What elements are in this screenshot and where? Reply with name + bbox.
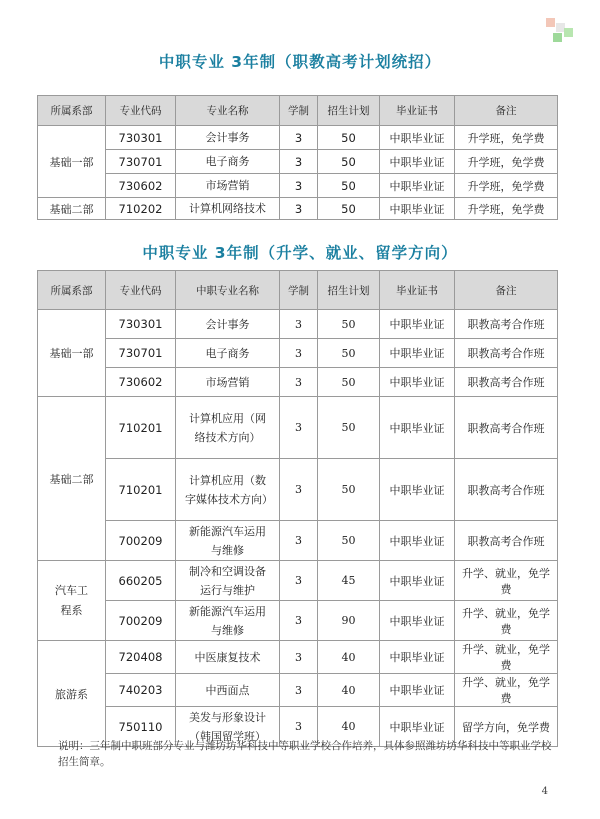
- plan-cell: 50: [318, 310, 380, 339]
- years-cell: 3: [280, 126, 318, 150]
- code-cell: 730602: [106, 174, 176, 198]
- name-cell: 中医康复技术: [176, 641, 280, 674]
- plan-cell: 50: [318, 521, 380, 561]
- plan-cell: 45: [318, 561, 380, 601]
- years-cell: 3: [280, 368, 318, 397]
- table-row: [38, 459, 558, 521]
- code-cell: 700209: [106, 521, 176, 561]
- note-cell: 职教高考合作班: [455, 521, 558, 561]
- code-cell: 710202: [106, 198, 176, 220]
- table-row: [38, 150, 558, 174]
- footnote: 说明：三年制中职班部分专业与潍坊坊华科技中等职业学校合作培养，具体参照潍坊坊华科技中等职业学校招生简章。: [58, 740, 552, 768]
- years-cell: 3: [280, 198, 318, 220]
- header-cert: 毕业证书: [380, 271, 455, 310]
- note-cell: 升学、就业，免学费: [455, 601, 558, 641]
- years-cell: 3: [280, 174, 318, 198]
- header-dept: 所属系部: [38, 271, 106, 310]
- header-note: 备注: [455, 96, 558, 126]
- table-row: [38, 521, 558, 561]
- dept-cell: 基础二部: [38, 198, 106, 220]
- note-cell: 升学、就业，免学费: [455, 674, 558, 707]
- page-number: 4: [541, 786, 548, 797]
- cert-cell: 中职毕业证: [380, 174, 455, 198]
- cert-cell: 中职毕业证: [380, 397, 455, 459]
- name-cell: 会计事务: [176, 310, 280, 339]
- table1-header-row: [38, 96, 558, 126]
- table1: [37, 95, 558, 220]
- plan-cell: 50: [318, 459, 380, 521]
- dept-cell: 基础一部: [38, 126, 106, 198]
- plan-cell: 50: [318, 368, 380, 397]
- header-code: 专业代码: [106, 96, 176, 126]
- code-cell: 730701: [106, 150, 176, 174]
- name-cell: 中西面点: [176, 674, 280, 707]
- name-cell: 计算机应用（网络技术方向）: [176, 397, 280, 459]
- cert-cell: 中职毕业证: [380, 310, 455, 339]
- table1-title: 中职专业 3年制（职教高考计划统招）: [158, 53, 442, 71]
- cert-cell: 中职毕业证: [380, 150, 455, 174]
- years-cell: 3: [280, 150, 318, 174]
- deco-square: [546, 18, 555, 27]
- note-cell: 升学班，免学费: [455, 150, 558, 174]
- header-years: 学制: [280, 96, 318, 126]
- table-row: [38, 601, 558, 641]
- years-cell: 3: [280, 674, 318, 707]
- cert-cell: 中职毕业证: [380, 339, 455, 368]
- code-cell: 710201: [106, 397, 176, 459]
- table-row: [38, 126, 558, 150]
- plan-cell: 40: [318, 674, 380, 707]
- code-cell: 740203: [106, 674, 176, 707]
- header-code: 专业代码: [106, 271, 176, 310]
- cert-cell: 中职毕业证: [380, 459, 455, 521]
- years-cell: 3: [280, 310, 318, 339]
- note-cell: 升学、就业，免学费: [455, 561, 558, 601]
- cert-cell: 中职毕业证: [380, 707, 455, 747]
- name-cell: 新能源汽车运用与维修: [176, 601, 280, 641]
- header-plan: 招生计划: [318, 271, 380, 310]
- header-plan: 招生计划: [318, 96, 380, 126]
- deco-square: [564, 28, 573, 37]
- years-cell: 3: [280, 601, 318, 641]
- note-cell: 职教高考合作班: [455, 459, 558, 521]
- note-cell: 留学方向，免学费: [455, 707, 558, 747]
- cert-cell: 中职毕业证: [380, 601, 455, 641]
- plan-cell: 50: [318, 174, 380, 198]
- code-cell: 700209: [106, 601, 176, 641]
- name-cell: 市场营销: [176, 174, 280, 198]
- header-note: 备注: [455, 271, 558, 310]
- header-years: 学制: [280, 271, 318, 310]
- table-row: [38, 310, 558, 339]
- code-cell: 660205: [106, 561, 176, 601]
- table-row: [38, 674, 558, 707]
- years-cell: 3: [280, 521, 318, 561]
- name-cell: 制冷和空调设备运行与维护: [176, 561, 280, 601]
- deco-square: [553, 33, 562, 42]
- years-cell: 3: [280, 459, 318, 521]
- cert-cell: 中职毕业证: [380, 561, 455, 601]
- name-cell: 会计事务: [176, 126, 280, 150]
- name-cell: 计算机网络技术: [176, 198, 280, 220]
- name-cell: 电子商务: [176, 339, 280, 368]
- table-row: [38, 641, 558, 674]
- name-cell: 电子商务: [176, 150, 280, 174]
- plan-cell: 50: [318, 339, 380, 368]
- years-cell: 3: [280, 641, 318, 674]
- note-cell: 升学班，免学费: [455, 198, 558, 220]
- name-cell: 计算机应用（数字媒体技术方向）: [176, 459, 280, 521]
- code-cell: 710201: [106, 459, 176, 521]
- note-cell: 升学、就业，免学费: [455, 641, 558, 674]
- header-cert: 毕业证书: [380, 96, 455, 126]
- code-cell: 750110: [106, 707, 176, 747]
- name-cell: 新能源汽车运用与维修: [176, 521, 280, 561]
- table2-title: 中职专业 3年制（升学、就业、留学方向）: [142, 244, 458, 262]
- note-cell: 职教高考合作班: [455, 397, 558, 459]
- note-cell: 升学班，免学费: [455, 126, 558, 150]
- cert-cell: 中职毕业证: [380, 674, 455, 707]
- table-row: [38, 368, 558, 397]
- dept-cell: 基础二部: [38, 397, 106, 561]
- dept-cell: 基础一部: [38, 310, 106, 397]
- code-cell: 720408: [106, 641, 176, 674]
- name-cell: 美发与形象设计（韩国留学班）: [176, 707, 280, 747]
- plan-cell: 50: [318, 150, 380, 174]
- table2: [37, 270, 558, 747]
- dept-cell: 汽车工程系: [38, 561, 106, 641]
- years-cell: 3: [280, 339, 318, 368]
- cert-cell: 中职毕业证: [380, 198, 455, 220]
- plan-cell: 40: [318, 707, 380, 747]
- table-row: [38, 174, 558, 198]
- code-cell: 730301: [106, 126, 176, 150]
- dept-cell: 旅游系: [38, 641, 106, 747]
- name-cell: 市场营销: [176, 368, 280, 397]
- code-cell: 730602: [106, 368, 176, 397]
- table2-header-row: [38, 271, 558, 310]
- header-dept: 所属系部: [38, 96, 106, 126]
- header-name: 专业名称: [176, 96, 280, 126]
- plan-cell: 40: [318, 641, 380, 674]
- plan-cell: 50: [318, 198, 380, 220]
- code-cell: 730701: [106, 339, 176, 368]
- code-cell: 730301: [106, 310, 176, 339]
- plan-cell: 50: [318, 126, 380, 150]
- years-cell: 3: [280, 561, 318, 601]
- cert-cell: 中职毕业证: [380, 521, 455, 561]
- decorative-squares: [546, 18, 580, 44]
- cert-cell: 中职毕业证: [380, 641, 455, 674]
- header-name: 中职专业名称: [176, 271, 280, 310]
- table-row: [38, 397, 558, 459]
- cert-cell: 中职毕业证: [380, 126, 455, 150]
- table-row: [38, 198, 558, 220]
- note-cell: 职教高考合作班: [455, 339, 558, 368]
- cert-cell: 中职毕业证: [380, 368, 455, 397]
- note-cell: 升学班，免学费: [455, 174, 558, 198]
- years-cell: 3: [280, 397, 318, 459]
- note-cell: 职教高考合作班: [455, 310, 558, 339]
- table-row: [38, 561, 558, 601]
- plan-cell: 90: [318, 601, 380, 641]
- plan-cell: 50: [318, 397, 380, 459]
- note-cell: 职教高考合作班: [455, 368, 558, 397]
- years-cell: 3: [280, 707, 318, 747]
- table-row: [38, 339, 558, 368]
